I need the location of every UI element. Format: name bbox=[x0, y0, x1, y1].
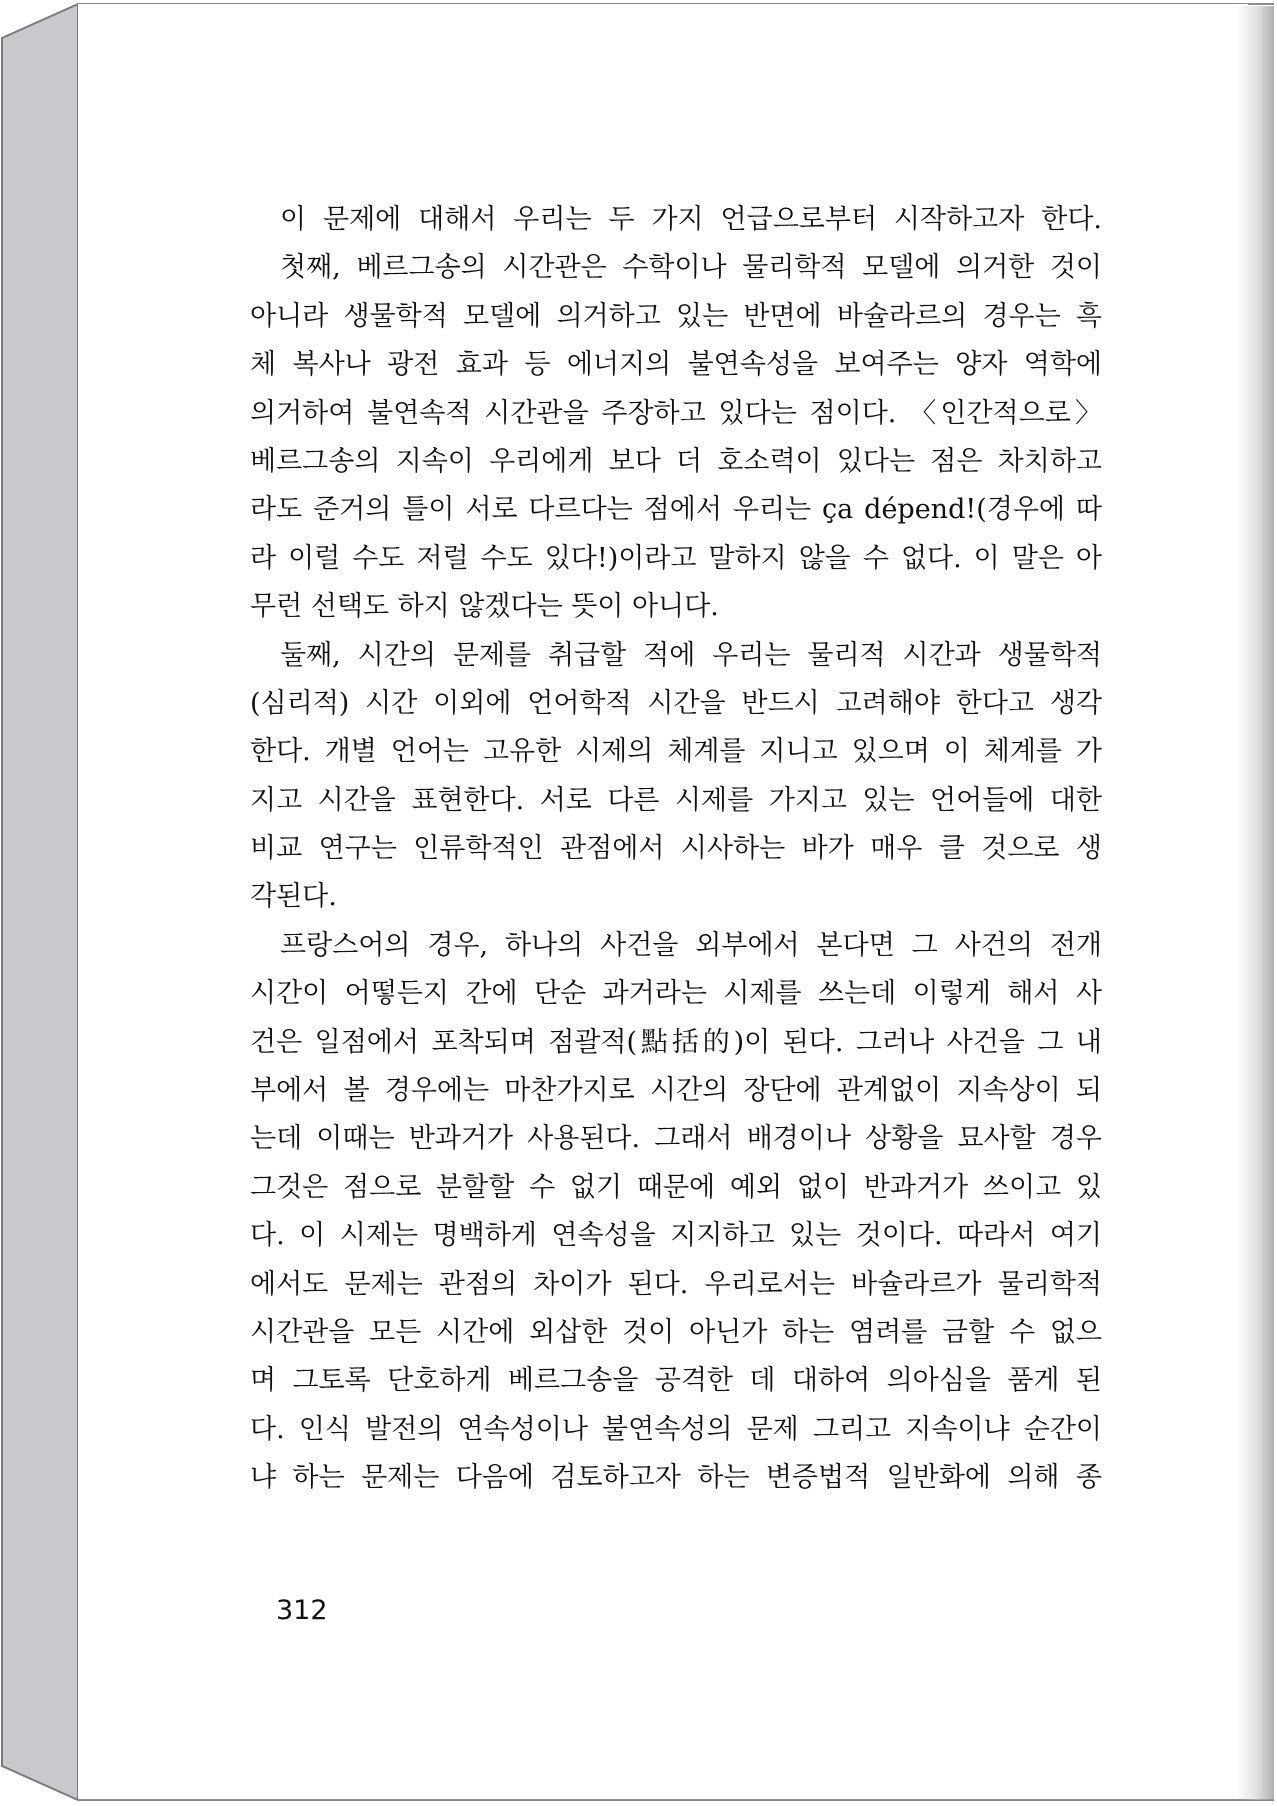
text-line: 라 이럴 수도 저럴 수도 있다!)이라고 말하지 않을 수 없다. 이 말은 아 bbox=[250, 542, 1102, 574]
text-line: 부에서 볼 경우에는 마찬가지로 시간의 장단에 관계없이 지속상이 되 bbox=[250, 1075, 1102, 1107]
text-line: 아니라 생물학적 모델에 의거하고 있는 반면에 바슐라르의 경우는 흑 bbox=[250, 300, 1102, 332]
text-line: 각된다. bbox=[250, 881, 337, 913]
page-number: 312 bbox=[276, 1595, 328, 1626]
text-line: 다. 인식 발전의 연속성이나 불연속성의 문제 그리고 지속이냐 순간이 bbox=[250, 1413, 1102, 1445]
text-line: 다. 이 시제는 명백하게 연속성을 지지하고 있는 것이다. 따라서 여기 bbox=[250, 1220, 1102, 1252]
text-line: 한다. 개별 언어는 고유한 시제의 체계를 지니고 있으며 이 체계를 가 bbox=[250, 736, 1102, 768]
text-line: 둘째, 시간의 문제를 취급할 적에 우리는 물리적 시간과 생물학적 bbox=[280, 639, 1102, 671]
text-line: 는데 이때는 반과거가 사용된다. 그래서 배경이나 상황을 묘사할 경우 bbox=[250, 1123, 1102, 1155]
text-line: 며 그토록 단호하게 베르그송을 공격한 데 대하여 의아심을 품게 된 bbox=[250, 1365, 1102, 1397]
body-text bbox=[250, 196, 1102, 1503]
text-line: 에서도 문제는 관점의 차이가 된다. 우리로서는 바슐라르가 물리학적 bbox=[250, 1268, 1102, 1300]
text-line: 첫째, 베르그송의 시간관은 수학이나 물리학적 모델에 의거한 것이 bbox=[280, 252, 1102, 284]
text-line: 의거하여 불연속적 시간관을 주장하고 있다는 점이다. 〈인간적으로〉 bbox=[250, 397, 1102, 429]
text-line: 그것은 점으로 분할할 수 없기 때문에 예외 없이 반과거가 쓰이고 있 bbox=[250, 1171, 1102, 1203]
text-line: 냐 하는 문제는 다음에 검토하고자 하는 변증법적 일반화에 의해 종 bbox=[250, 1462, 1102, 1494]
text-line: 프랑스어의 경우, 하나의 사건을 외부에서 본다면 그 사건의 전개 bbox=[280, 929, 1102, 961]
text-line: 시간관을 모든 시간에 외삽한 것이 아닌가 하는 염려를 금할 수 없으 bbox=[250, 1316, 1102, 1348]
text-line: 지고 시간을 표현한다. 서로 다른 시제를 가지고 있는 언어들에 대한 bbox=[250, 784, 1102, 816]
text-line: 라도 준거의 틀이 서로 다르다는 점에서 우리는 ça dépend!(경우에 따 bbox=[250, 494, 1102, 526]
page-right-shadow bbox=[1236, 6, 1274, 1800]
text-line: (심리적) 시간 이외에 언어학적 시간을 반드시 고려해야 한다고 생각 bbox=[250, 687, 1102, 719]
text-line: 시간이 어떻든지 간에 단순 과거라는 시제를 쓰는데 이렇게 해서 사 bbox=[250, 978, 1102, 1010]
text-line: 베르그송의 지속이 우리에게 보다 더 호소력이 있다는 점은 차치하고 bbox=[250, 445, 1102, 477]
book-spine-side bbox=[2, 4, 78, 1800]
text-line: 체 복사나 광전 효과 등 에너지의 불연속성을 보여주는 양자 역학에 bbox=[250, 349, 1102, 381]
text-line: 건은 일점에서 포착되며 점괄적(點括的)이 된다. 그러나 사건을 그 내 bbox=[250, 1026, 1102, 1058]
text-line: 이 문제에 대해서 우리는 두 가지 언급으로부터 시작하고자 한다. bbox=[280, 204, 1102, 235]
text-line: 무런 선택도 하지 않겠다는 뜻이 아니다. bbox=[250, 591, 719, 623]
text-line: 비교 연구는 인류학적인 관점에서 시사하는 바가 매우 클 것으로 생 bbox=[250, 833, 1102, 865]
